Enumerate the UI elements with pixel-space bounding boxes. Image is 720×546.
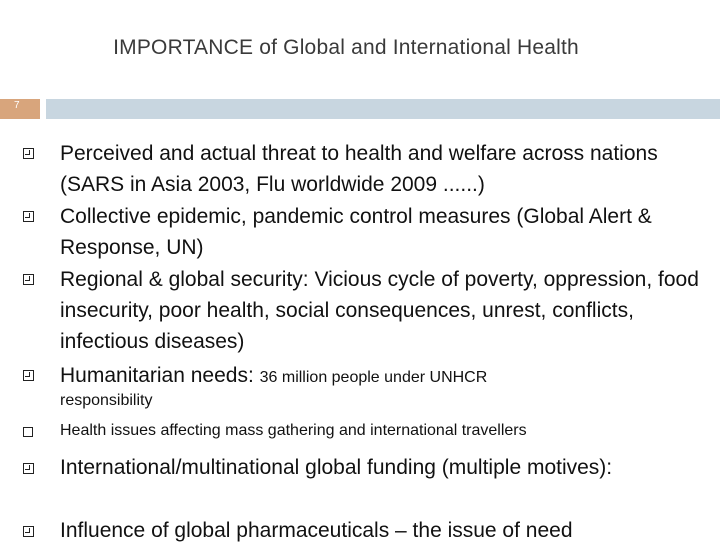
page-title: IMPORTANCE of Global and International Health: [113, 36, 579, 59]
checkbox-bullet-icon: [23, 274, 34, 285]
bullet-item: Influence of global pharmaceuticals – the issue of need: [60, 519, 573, 542]
bullet-item: Health issues affecting mass gathering and international travellers: [60, 422, 527, 439]
checkbox-bullet-icon: [23, 463, 34, 474]
bullet-item-continuation: responsibility: [60, 392, 153, 409]
checkbox-bullet-icon: [23, 526, 34, 537]
checkbox-bullet-icon: [23, 211, 34, 222]
checkbox-bullet-icon: [23, 148, 34, 159]
bullet-item: [60, 360, 660, 393]
slide-number: 7: [14, 100, 20, 111]
bullet-item: Perceived and actual threat to health and welfare across nations (SARS in Asia 2003, Flu worldwide 2009 ......): [60, 142, 658, 196]
bullet-item-lead: Humanitarian needs:: [60, 364, 260, 387]
bullet-item: Regional & global security: Vicious cycle of poverty, oppression, food insecurity, poor health, social consequences, unrest, conflicts, infectious diseases): [60, 268, 699, 353]
bullet-item-detail: 36 million people under UNHCR: [259, 369, 488, 386]
bullet-item: Collective epidemic, pandemic control measures (Global Alert & Response, UN): [60, 205, 652, 259]
checkbox-bullet-icon: [23, 370, 34, 381]
bullet-item: International/multinational global funding (multiple motives):: [60, 456, 613, 479]
square-bullet-icon: [23, 427, 33, 437]
